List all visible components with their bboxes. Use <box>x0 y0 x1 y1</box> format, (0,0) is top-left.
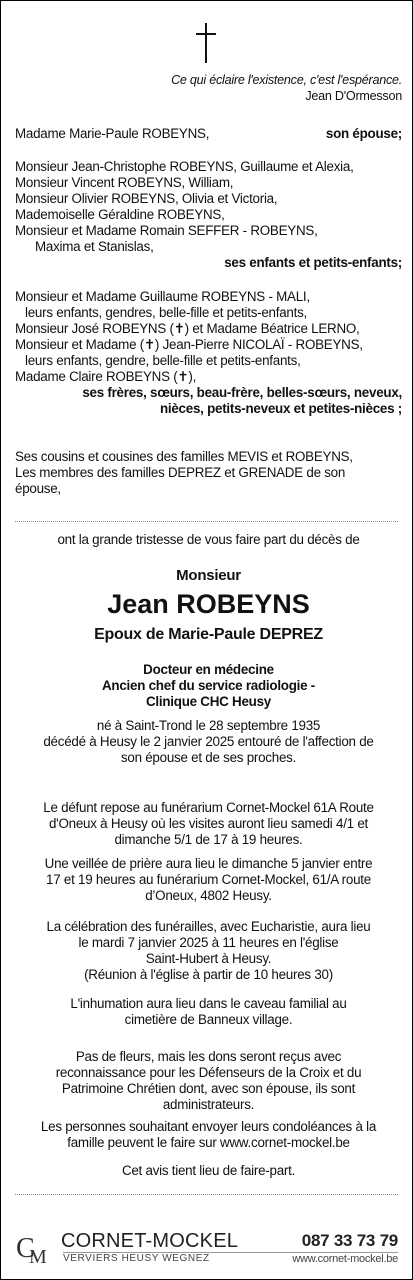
siblings-relation-line: ses frères, sœurs, beau-frère, belles-sœurs, neveux, <box>82 385 402 400</box>
family-line: Monsieur et Madame (✝) Jean-Pierre NICOLAÏ - ROBEYNS, <box>15 337 363 352</box>
profession-line: Ancien chef du service radiologie - <box>102 678 315 693</box>
family-line: Monsieur et Madame Romain SEFFER - ROBEYNS, <box>15 223 318 238</box>
family-line: Maxima et Stanislas, <box>35 239 154 254</box>
epigraph <box>171 72 402 104</box>
paragraph-line: La célébration des funérailles, avec Eucharistie, aura lieu <box>46 919 371 934</box>
paragraph-line: Saint-Hubert à Heusy. <box>145 951 272 966</box>
funeral-home-logo <box>15 1230 59 1270</box>
family-line: Madame Claire ROBEYNS (✝), <box>15 369 197 384</box>
paragraph-line: reconnaissance pour les Défenseurs de la Croix et du <box>55 1065 362 1080</box>
paragraph-visitation <box>15 800 402 848</box>
funeral-home-phone: 087 33 73 79 <box>301 1231 398 1250</box>
family-line: leurs enfants, gendre, belle-fille et petits-enfants, <box>25 353 301 368</box>
siblings-section <box>15 289 402 417</box>
paragraph-closing <box>15 1163 402 1179</box>
deceased-spouse-line: Epoux de Marie-Paule DEPREZ <box>94 626 323 643</box>
paragraph-line: (Réunion à l'église à partir de 10 heures 30) <box>84 967 333 982</box>
funeral-home-name: CORNET-MOCKEL <box>61 1230 239 1252</box>
paragraph-line: Pas de fleurs, mais les dons seront reçus avec <box>75 1049 342 1064</box>
funeral-home-locations: VERVIERS HEUSY WEGNEZ <box>63 1253 210 1264</box>
cousins-section <box>15 449 402 497</box>
epigraph-author: Jean D'Ormesson <box>305 89 402 103</box>
deceased-title: Monsieur <box>176 567 241 584</box>
family-line: leurs enfants, gendres, belle-fille et petits-enfants, <box>25 305 308 320</box>
paragraph-line: 17 et 19 heures au funérarium Cornet-Mockel, 61/A route <box>46 872 371 887</box>
spouse-relation: son épouse; <box>325 126 402 141</box>
paragraph-line: d'Oneux à Heusy où les visites auront lieu samedi 4/1 et <box>48 816 369 831</box>
paragraph-line: L'inhumation aura lieu dans le caveau familial au <box>70 996 347 1011</box>
paragraph-line: Cet avis tient lieu de faire-part. <box>121 1163 296 1178</box>
family-line: Ses cousins et cousines des familles MEVIS et ROBEYNS, <box>15 449 353 464</box>
family-line: Monsieur Jean-Christophe ROBEYNS, Guillaume et Alexia, <box>15 159 354 174</box>
children-relation: ses enfants et petits-enfants; <box>224 255 402 270</box>
family-line: Monsieur et Madame Guillaume ROBEYNS - MALI, <box>15 289 310 304</box>
birth-line: né à Saint-Trond le 28 septembre 1935 <box>96 718 321 733</box>
profession-line: Docteur en médecine <box>143 662 274 677</box>
paragraph-funeral <box>15 919 402 983</box>
paragraph-line: le mardi 7 janvier 2025 à 11 heures en l'église <box>78 935 339 950</box>
section-divider <box>15 521 398 522</box>
spouse-name: Madame Marie-Paule ROBEYNS, <box>15 126 210 141</box>
family-line: Monsieur Vincent ROBEYNS, William, <box>15 175 234 190</box>
paragraph-line: dimanche 5/1 de 17 à 19 heures. <box>114 832 303 847</box>
paragraph-condolences <box>15 1119 402 1151</box>
spouse-section <box>15 126 402 142</box>
paragraph-line: Patrimoine Chrétien dont, avec son épouse, ils sont <box>61 1081 356 1096</box>
paragraph-vigil <box>15 856 402 904</box>
death-line: décédé à Heusy le 2 janvier 2025 entouré de l'affection de <box>43 734 374 749</box>
paragraph-donations <box>15 1049 402 1113</box>
svg-text:C: C <box>16 1233 35 1264</box>
paragraph-line: cimetière de Banneux village. <box>124 1012 293 1027</box>
latin-cross-icon <box>191 23 221 63</box>
family-line: Monsieur Olivier ROBEYNS, Olivia et Victoria, <box>15 191 278 206</box>
death-line: son épouse et de ses proches. <box>120 750 297 765</box>
funeral-home-website: www.cornet-mockel.be <box>292 1253 398 1265</box>
section-divider <box>15 1194 398 1195</box>
spouse-line <box>15 126 402 142</box>
paragraph-line: Une veillée de prière aura lieu le dimanche 5 janvier entre <box>44 856 373 871</box>
paragraph-line: Le défunt repose au funérarium Cornet-Mockel 61A Route <box>43 800 374 815</box>
family-line: Monsieur José ROBEYNS (✝) et Madame Béatrice LERNO, <box>15 321 360 336</box>
epigraph-text: Ce qui éclaire l'existence, c'est l'espérance. <box>171 73 402 87</box>
birth-death <box>15 718 402 766</box>
children-section <box>15 159 402 271</box>
cm-monogram-icon <box>15 1230 59 1270</box>
siblings-relation-line: nièces, petits-neveux et petites-nièces ; <box>159 401 402 416</box>
family-line: épouse, <box>15 481 61 496</box>
svg-text:M: M <box>29 1246 47 1268</box>
profession <box>15 662 402 710</box>
family-line: Les membres des familles DEPREZ et GRENADE de son <box>15 465 346 480</box>
family-line: Mademoiselle Géraldine ROBEYNS, <box>15 207 225 222</box>
paragraph-line: famille peuvent le faire sur www.cornet-mockel.be <box>67 1135 350 1150</box>
deceased-name: Jean ROBEYNS <box>107 589 310 619</box>
paragraph-line: Les personnes souhaitant envoyer leurs condoléances à la <box>40 1119 377 1134</box>
funeral-home-footer <box>15 1230 402 1270</box>
paragraph-line: administrateurs. <box>162 1097 255 1112</box>
paragraph-burial <box>15 996 402 1028</box>
announcement: ont la grande tristesse de vous faire part du décès de <box>57 532 360 547</box>
paragraph-line: d’Oneux, 4802 Heusy. <box>145 888 272 903</box>
deceased-section <box>15 567 402 645</box>
profession-line: Clinique CHC Heusy <box>146 694 271 709</box>
